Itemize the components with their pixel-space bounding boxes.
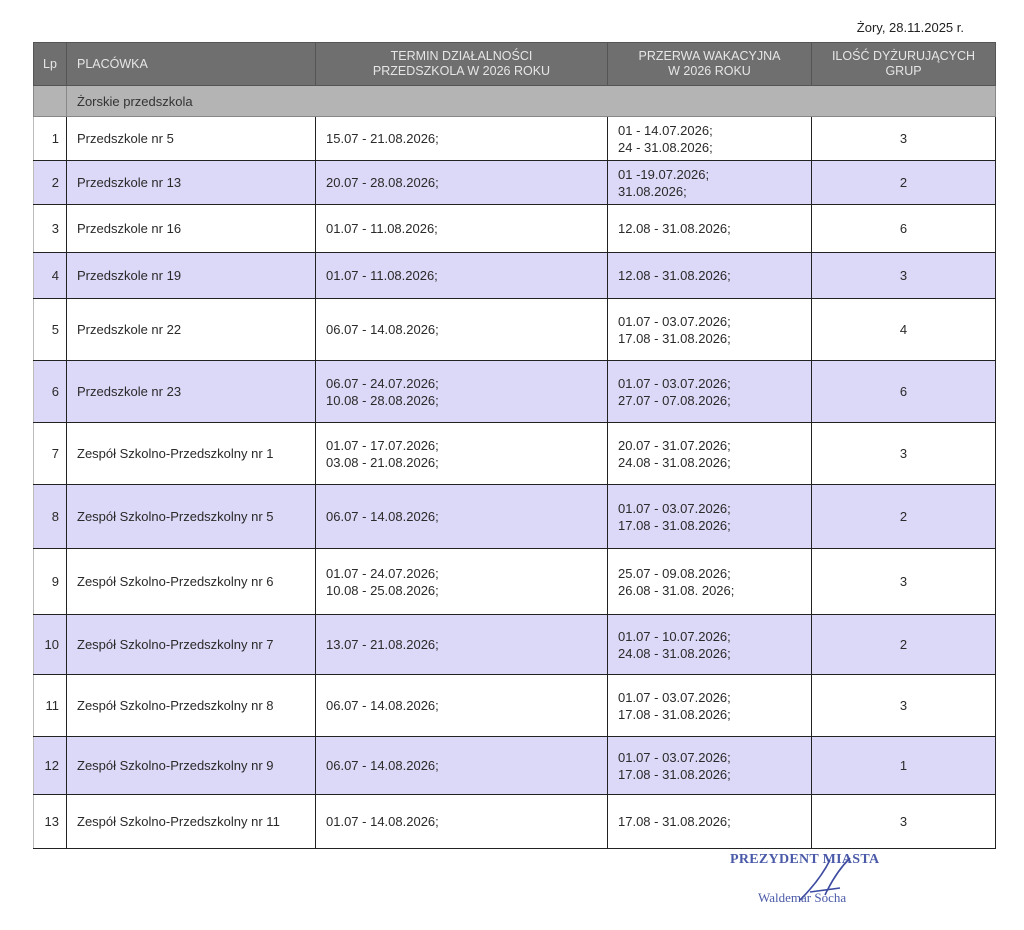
header-przerwa-line1: PRZERWA WAKACYJNA bbox=[638, 49, 781, 63]
lp-cell bbox=[34, 675, 67, 737]
termin-cell-text: 01.07 - 14.08.2026; bbox=[326, 814, 439, 829]
lp-cell-text: 12 bbox=[44, 758, 59, 773]
przerwa-cell-text: 12.08 - 31.08.2026; bbox=[618, 268, 731, 283]
grupy-cell bbox=[812, 423, 996, 485]
grupy-cell-text: 3 bbox=[899, 131, 908, 146]
termin-cell-text: 06.07 - 14.08.2026; bbox=[326, 509, 439, 524]
przerwa-cell-text: 17.08 - 31.08.2026; bbox=[618, 814, 731, 829]
przerwa-cell bbox=[608, 253, 812, 299]
header-placowka: PLACÓWKA bbox=[67, 43, 316, 86]
termin-cell bbox=[316, 253, 608, 299]
lp-cell-text: 6 bbox=[51, 384, 59, 399]
grupy-cell bbox=[812, 117, 996, 161]
placowka-cell bbox=[67, 549, 316, 615]
placowka-cell-text: Przedszkole nr 16 bbox=[77, 221, 182, 236]
przerwa-cell-text: 01 - 14.07.2026; bbox=[618, 122, 713, 138]
przerwa-cell-text: 01.07 - 03.07.2026; bbox=[618, 500, 731, 516]
przerwa-cell bbox=[608, 485, 812, 549]
header-grupy-line1: ILOŚĆ DYŻURUJĄCYCH bbox=[831, 49, 976, 63]
placowka-cell-text: Przedszkole nr 5 bbox=[77, 131, 174, 146]
header-termin bbox=[316, 43, 608, 86]
grupy-cell bbox=[812, 205, 996, 253]
lp-cell-text: 11 bbox=[45, 698, 59, 713]
przerwa-cell bbox=[608, 737, 812, 795]
termin-cell bbox=[316, 737, 608, 795]
document-date: Żory, 28.11.2025 r. bbox=[856, 20, 964, 35]
grupy-cell bbox=[812, 253, 996, 299]
przerwa-cell bbox=[608, 549, 812, 615]
table-header-row bbox=[34, 43, 996, 86]
przerwa-cell bbox=[608, 117, 812, 161]
lp-cell-text: 4 bbox=[51, 268, 59, 283]
przerwa-cell-text: 01.07 - 03.07.2026; bbox=[618, 749, 731, 765]
lp-cell-text: 7 bbox=[51, 446, 59, 461]
header-termin-line1: TERMIN DZIAŁALNOŚCI bbox=[390, 49, 533, 63]
section-lp-cell bbox=[34, 86, 67, 117]
signature-stamp bbox=[730, 850, 920, 920]
grupy-cell bbox=[812, 549, 996, 615]
header-grupy-line2: GRUP bbox=[885, 64, 922, 78]
placowka-cell bbox=[67, 299, 316, 361]
termin-cell bbox=[316, 361, 608, 423]
placowka-cell-text: Zespół Szkolno-Przedszkolny nr 7 bbox=[77, 637, 274, 652]
lp-cell bbox=[34, 423, 67, 485]
placowka-cell-text: Zespół Szkolno-Przedszkolny nr 9 bbox=[77, 758, 274, 773]
termin-cell-text: 10.08 - 25.08.2026; bbox=[326, 582, 439, 598]
termin-cell-text: 06.07 - 14.08.2026; bbox=[326, 758, 439, 773]
table-row bbox=[34, 737, 996, 795]
kindergarten-schedule-table bbox=[33, 42, 996, 849]
przerwa-cell-text: 31.08.2026; bbox=[618, 183, 687, 199]
lp-cell bbox=[34, 299, 67, 361]
przerwa-cell-text: 24.08 - 31.08.2026; bbox=[618, 454, 731, 470]
termin-cell bbox=[316, 161, 608, 205]
przerwa-cell-text: 25.07 - 09.08.2026; bbox=[618, 565, 731, 581]
placowka-cell bbox=[67, 737, 316, 795]
przerwa-cell bbox=[608, 161, 812, 205]
przerwa-cell-text: 01.07 - 03.07.2026; bbox=[618, 375, 731, 391]
grupy-cell bbox=[812, 161, 996, 205]
grupy-cell-text: 1 bbox=[899, 758, 908, 773]
table-row bbox=[34, 795, 996, 849]
table-row bbox=[34, 299, 996, 361]
przerwa-cell bbox=[608, 205, 812, 253]
lp-cell-text: 1 bbox=[51, 131, 59, 146]
header-przerwa bbox=[608, 43, 812, 86]
stamp-title: PREZYDENT MIASTA bbox=[730, 852, 880, 867]
table-row bbox=[34, 549, 996, 615]
przerwa-cell-text: 24 - 31.08.2026; bbox=[618, 139, 713, 155]
placowka-cell-text: Przedszkole nr 22 bbox=[77, 322, 182, 337]
header-przerwa-line2: W 2026 ROKU bbox=[668, 64, 751, 78]
przerwa-cell-text: 12.08 - 31.08.2026; bbox=[618, 221, 731, 236]
table-row bbox=[34, 485, 996, 549]
placowka-cell bbox=[67, 485, 316, 549]
table-row bbox=[34, 253, 996, 299]
termin-cell bbox=[316, 299, 608, 361]
grupy-cell bbox=[812, 615, 996, 675]
placowka-cell bbox=[67, 117, 316, 161]
header-lp: Lp bbox=[34, 43, 67, 86]
termin-cell bbox=[316, 675, 608, 737]
termin-cell bbox=[316, 795, 608, 849]
lp-cell-text: 8 bbox=[51, 509, 59, 524]
grupy-cell-text: 3 bbox=[899, 698, 908, 713]
grupy-cell-text: 3 bbox=[899, 574, 908, 589]
przerwa-cell-text: 26.08 - 31.08. 2026; bbox=[618, 582, 735, 598]
lp-cell-text: 10 bbox=[44, 637, 59, 652]
lp-cell bbox=[34, 737, 67, 795]
przerwa-cell-text: 17.08 - 31.08.2026; bbox=[618, 517, 731, 533]
grupy-cell bbox=[812, 485, 996, 549]
termin-cell bbox=[316, 615, 608, 675]
placowka-cell bbox=[67, 205, 316, 253]
przerwa-cell bbox=[608, 361, 812, 423]
termin-cell-text: 03.08 - 21.08.2026; bbox=[326, 454, 439, 470]
lp-cell bbox=[34, 161, 67, 205]
przerwa-cell bbox=[608, 795, 812, 849]
placowka-cell-text: Zespół Szkolno-Przedszkolny nr 8 bbox=[77, 698, 274, 713]
table-row bbox=[34, 117, 996, 161]
przerwa-cell bbox=[608, 615, 812, 675]
przerwa-cell-text: 17.08 - 31.08.2026; bbox=[618, 706, 731, 722]
przerwa-cell-text: 17.08 - 31.08.2026; bbox=[618, 766, 731, 782]
grupy-cell-text: 2 bbox=[899, 509, 908, 524]
lp-cell-text: 13 bbox=[44, 814, 59, 829]
termin-cell-text: 20.07 - 28.08.2026; bbox=[326, 175, 439, 190]
placowka-cell-text: Zespół Szkolno-Przedszkolny nr 5 bbox=[77, 509, 274, 524]
placowka-cell bbox=[67, 161, 316, 205]
section-row bbox=[34, 86, 996, 117]
header-termin-line2: PRZEDSZKOLA W 2026 ROKU bbox=[372, 64, 551, 78]
lp-cell-text: 3 bbox=[51, 221, 59, 236]
termin-cell bbox=[316, 549, 608, 615]
lp-cell bbox=[34, 361, 67, 423]
termin-cell bbox=[316, 205, 608, 253]
grupy-cell bbox=[812, 299, 996, 361]
table-row bbox=[34, 361, 996, 423]
placowka-cell-text: Przedszkole nr 19 bbox=[77, 268, 182, 283]
przerwa-cell bbox=[608, 299, 812, 361]
placowka-cell-text: Zespół Szkolno-Przedszkolny nr 11 bbox=[77, 814, 280, 829]
termin-cell-text: 01.07 - 11.08.2026; bbox=[326, 221, 438, 236]
grupy-cell-text: 6 bbox=[899, 384, 908, 399]
placowka-cell-text: Przedszkole nr 13 bbox=[77, 175, 182, 190]
przerwa-cell-text: 01.07 - 03.07.2026; bbox=[618, 689, 731, 705]
termin-cell-text: 06.07 - 14.08.2026; bbox=[326, 698, 439, 713]
termin-cell bbox=[316, 423, 608, 485]
grupy-cell-text: 3 bbox=[899, 814, 908, 829]
grupy-cell bbox=[812, 675, 996, 737]
lp-cell-text: 5 bbox=[51, 322, 59, 337]
termin-cell-text: 01.07 - 17.07.2026; bbox=[326, 437, 439, 453]
table-row bbox=[34, 423, 996, 485]
table-row bbox=[34, 205, 996, 253]
przerwa-cell-text: 27.07 - 07.08.2026; bbox=[618, 392, 731, 408]
placowka-cell bbox=[67, 361, 316, 423]
termin-cell bbox=[316, 485, 608, 549]
lp-cell-text: 9 bbox=[51, 574, 59, 589]
section-title: Żorskie przedszkola bbox=[67, 86, 996, 117]
lp-cell-text: 2 bbox=[51, 175, 59, 190]
termin-cell-text: 15.07 - 21.08.2026; bbox=[326, 131, 439, 146]
lp-cell bbox=[34, 615, 67, 675]
grupy-cell bbox=[812, 737, 996, 795]
grupy-cell bbox=[812, 361, 996, 423]
placowka-cell bbox=[67, 795, 316, 849]
termin-cell bbox=[316, 117, 608, 161]
termin-cell-text: 06.07 - 14.08.2026; bbox=[326, 322, 439, 337]
table-row bbox=[34, 161, 996, 205]
table-row bbox=[34, 675, 996, 737]
termin-cell-text: 01.07 - 24.07.2026; bbox=[326, 565, 439, 581]
przerwa-cell bbox=[608, 675, 812, 737]
grupy-cell bbox=[812, 795, 996, 849]
przerwa-cell-text: 01.07 - 10.07.2026; bbox=[618, 628, 731, 644]
placowka-cell bbox=[67, 423, 316, 485]
lp-cell bbox=[34, 485, 67, 549]
grupy-cell-text: 4 bbox=[899, 322, 908, 337]
przerwa-cell-text: 24.08 - 31.08.2026; bbox=[618, 645, 731, 661]
header-grupy bbox=[812, 43, 996, 86]
termin-cell-text: 01.07 - 11.08.2026; bbox=[326, 268, 438, 283]
grupy-cell-text: 3 bbox=[899, 446, 908, 461]
przerwa-cell-text: 01.07 - 03.07.2026; bbox=[618, 313, 731, 329]
lp-cell bbox=[34, 795, 67, 849]
placowka-cell-text: Zespół Szkolno-Przedszkolny nr 1 bbox=[77, 446, 274, 461]
table-row bbox=[34, 615, 996, 675]
grupy-cell-text: 3 bbox=[899, 268, 908, 283]
przerwa-cell-text: 20.07 - 31.07.2026; bbox=[618, 437, 731, 453]
lp-cell bbox=[34, 253, 67, 299]
placowka-cell-text: Zespół Szkolno-Przedszkolny nr 6 bbox=[77, 574, 274, 589]
placowka-cell bbox=[67, 675, 316, 737]
lp-cell bbox=[34, 205, 67, 253]
grupy-cell-text: 2 bbox=[899, 175, 908, 190]
placowka-cell bbox=[67, 615, 316, 675]
termin-cell-text: 10.08 - 28.08.2026; bbox=[326, 392, 439, 408]
przerwa-cell-text: 01 -19.07.2026; bbox=[618, 166, 710, 182]
przerwa-cell-text: 17.08 - 31.08.2026; bbox=[618, 330, 731, 346]
lp-cell bbox=[34, 117, 67, 161]
przerwa-cell bbox=[608, 423, 812, 485]
grupy-cell-text: 6 bbox=[899, 221, 908, 236]
stamp-name: Waldemar Socha bbox=[758, 890, 847, 905]
termin-cell-text: 06.07 - 24.07.2026; bbox=[326, 375, 439, 391]
lp-cell bbox=[34, 549, 67, 615]
placowka-cell bbox=[67, 253, 316, 299]
termin-cell-text: 13.07 - 21.08.2026; bbox=[326, 637, 439, 652]
grupy-cell-text: 2 bbox=[899, 637, 908, 652]
placowka-cell-text: Przedszkole nr 23 bbox=[77, 384, 182, 399]
